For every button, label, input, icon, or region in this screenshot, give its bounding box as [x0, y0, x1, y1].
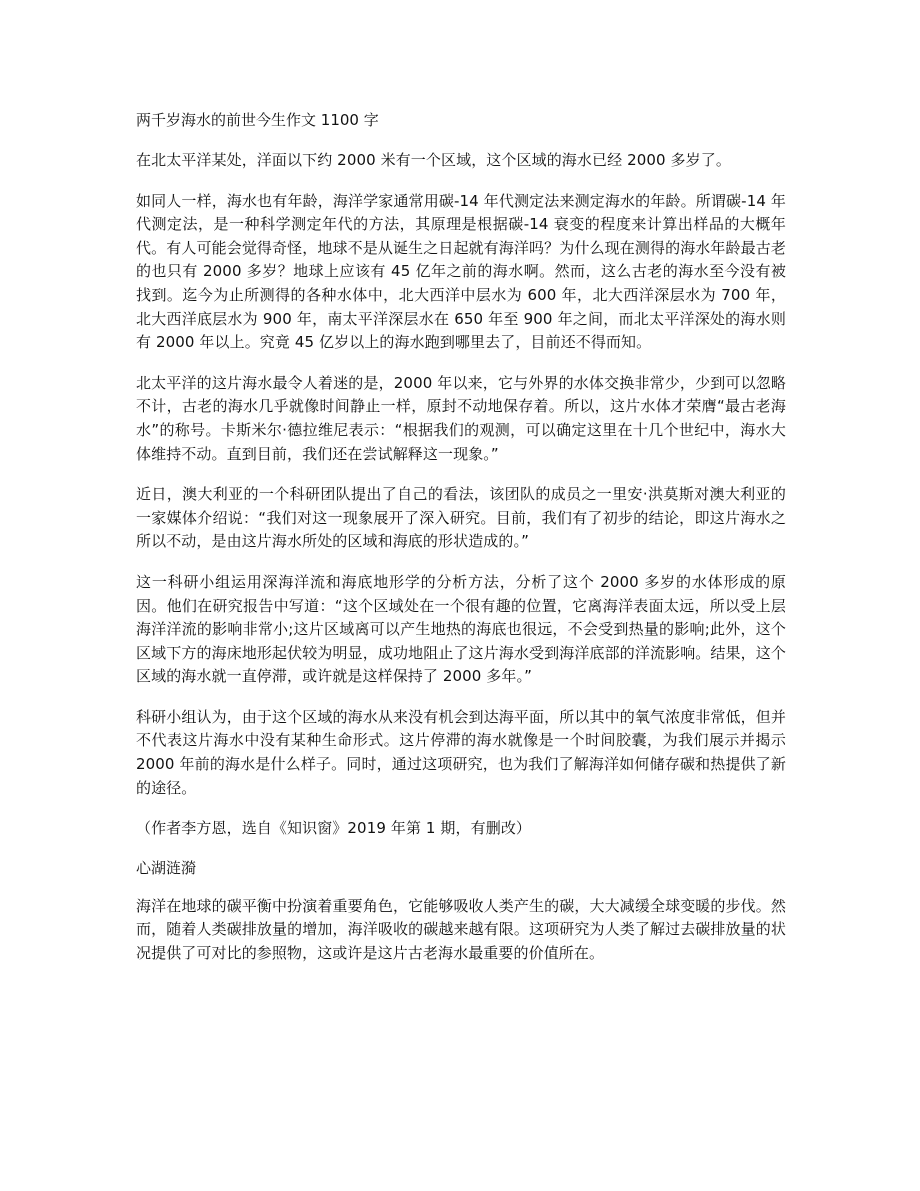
paragraph-intro: 在北太平洋某处，洋面以下约 2000 米有一个区域，这个区域的海水已经 2000 多岁了。 [136, 151, 731, 169]
paragraph-research-team: 近日，澳大利亚的一个科研团队提出了自己的看法，该团队的成员之一里安·洪莫斯对澳大利亚的一家媒体介绍说：“我们对这一现象展开了深入研究。目前，我们有了初步的结论，即这片海水之所以不动，是由这片海水所处的区域和海底的形状造成的。” [136, 485, 786, 551]
document-title: 两千岁海水的前世今生作文 1100 字 [136, 111, 379, 129]
closing-paragraph: 海洋在地球的碳平衡中扮演着重要角色，它能够吸收人类产生的碳，大大减缓全球变暖的步伐。然而，随着人类碳排放量的增加，海洋吸收的碳越来越有限。这项研究为人类了解过去碳排放量的状况提供了可对比的参照物，这或许是这片古老海水最重要的价值所在。 [136, 896, 786, 963]
paragraph-oldest-seawater: 北太平洋的这片海水最令人着迷的是，2000 年以来，它与外界的水体交换非常少，少到可以忽略不计，古老的海水几乎就像时间静止一样，原封不动地保存着。所以，这片水体才荣膺“最古老海水”的称号。卡斯米尔·德拉维尼表示：“根据我们的观测，可以确定这里在十几个世纪中，海水大体维持不动。直到目前，我们还在尝试解释这一现象。” [136, 373, 786, 463]
section-heading: 心湖涟漪 [136, 858, 197, 877]
paragraph-analysis: 这一科研小组运用深海洋流和海底地形学的分析方法，分析了这个 2000 多岁的水体形成的原因。他们在研究报告中写道：“这个区域处在一个很有趣的位置，它离海洋表面太远，所以受上层海洋洋流的影响非常小;这片区域离可以产生地热的海底也很远，不会受到热量的影响;此外，这个区域下方的海床地形起伏较为明显，成功地阻止了这片海水受到海洋底部的洋流影响。结果，这个区域的海水就一直停滞，或许就是这样保持了 2000 多年。” [136, 572, 786, 686]
document-page [136, 110, 786, 983]
paragraph-age-dating: 如同人一样，海水也有年龄，海洋学家通常用碳-14 年代测定法来测定海水的年龄。所谓碳-14 年代测定法，是一种科学测定年代的方法，其原理是根据碳-14 衰变的程度来计算出样品的大概年代。有人可能会觉得奇怪，地球不是从诞生之日起就有海洋吗？为什么现在测得的海水年龄最古老的也只有 2000 多岁？地球上应该有 45 亿年之前的海水啊。然而，这么古老的海水至今没有被找到。迄今为止所测得的各种水体中，北大西洋中层水为 600 年，北大西洋深层水为 700 年，北大西洋底层水为 900 年，南太平洋深层水在 650 年至 900 年之间，而北太平洋深处的海水则有 2000 年以上。究竟 45 亿岁以上的海水跑到哪里去了，目前还不得而知。 [136, 191, 786, 352]
paragraph-conclusion: 科研小组认为，由于这个区域的海水从来没有机会到达海平面，所以其中的氧气浓度非常低，但并不代表这片海水中没有某种生命形式。这片停滞的海水就像是一个时间胶囊，为我们展示并揭示 2000 年前的海水是什么样子。同时，通过这项研究，也为我们了解海洋如何储存碳和热提供了新的途径。 [136, 707, 786, 797]
source-citation: （作者李方恩，选自《知识窗》2019 年第 1 期，有删改） [136, 819, 532, 838]
